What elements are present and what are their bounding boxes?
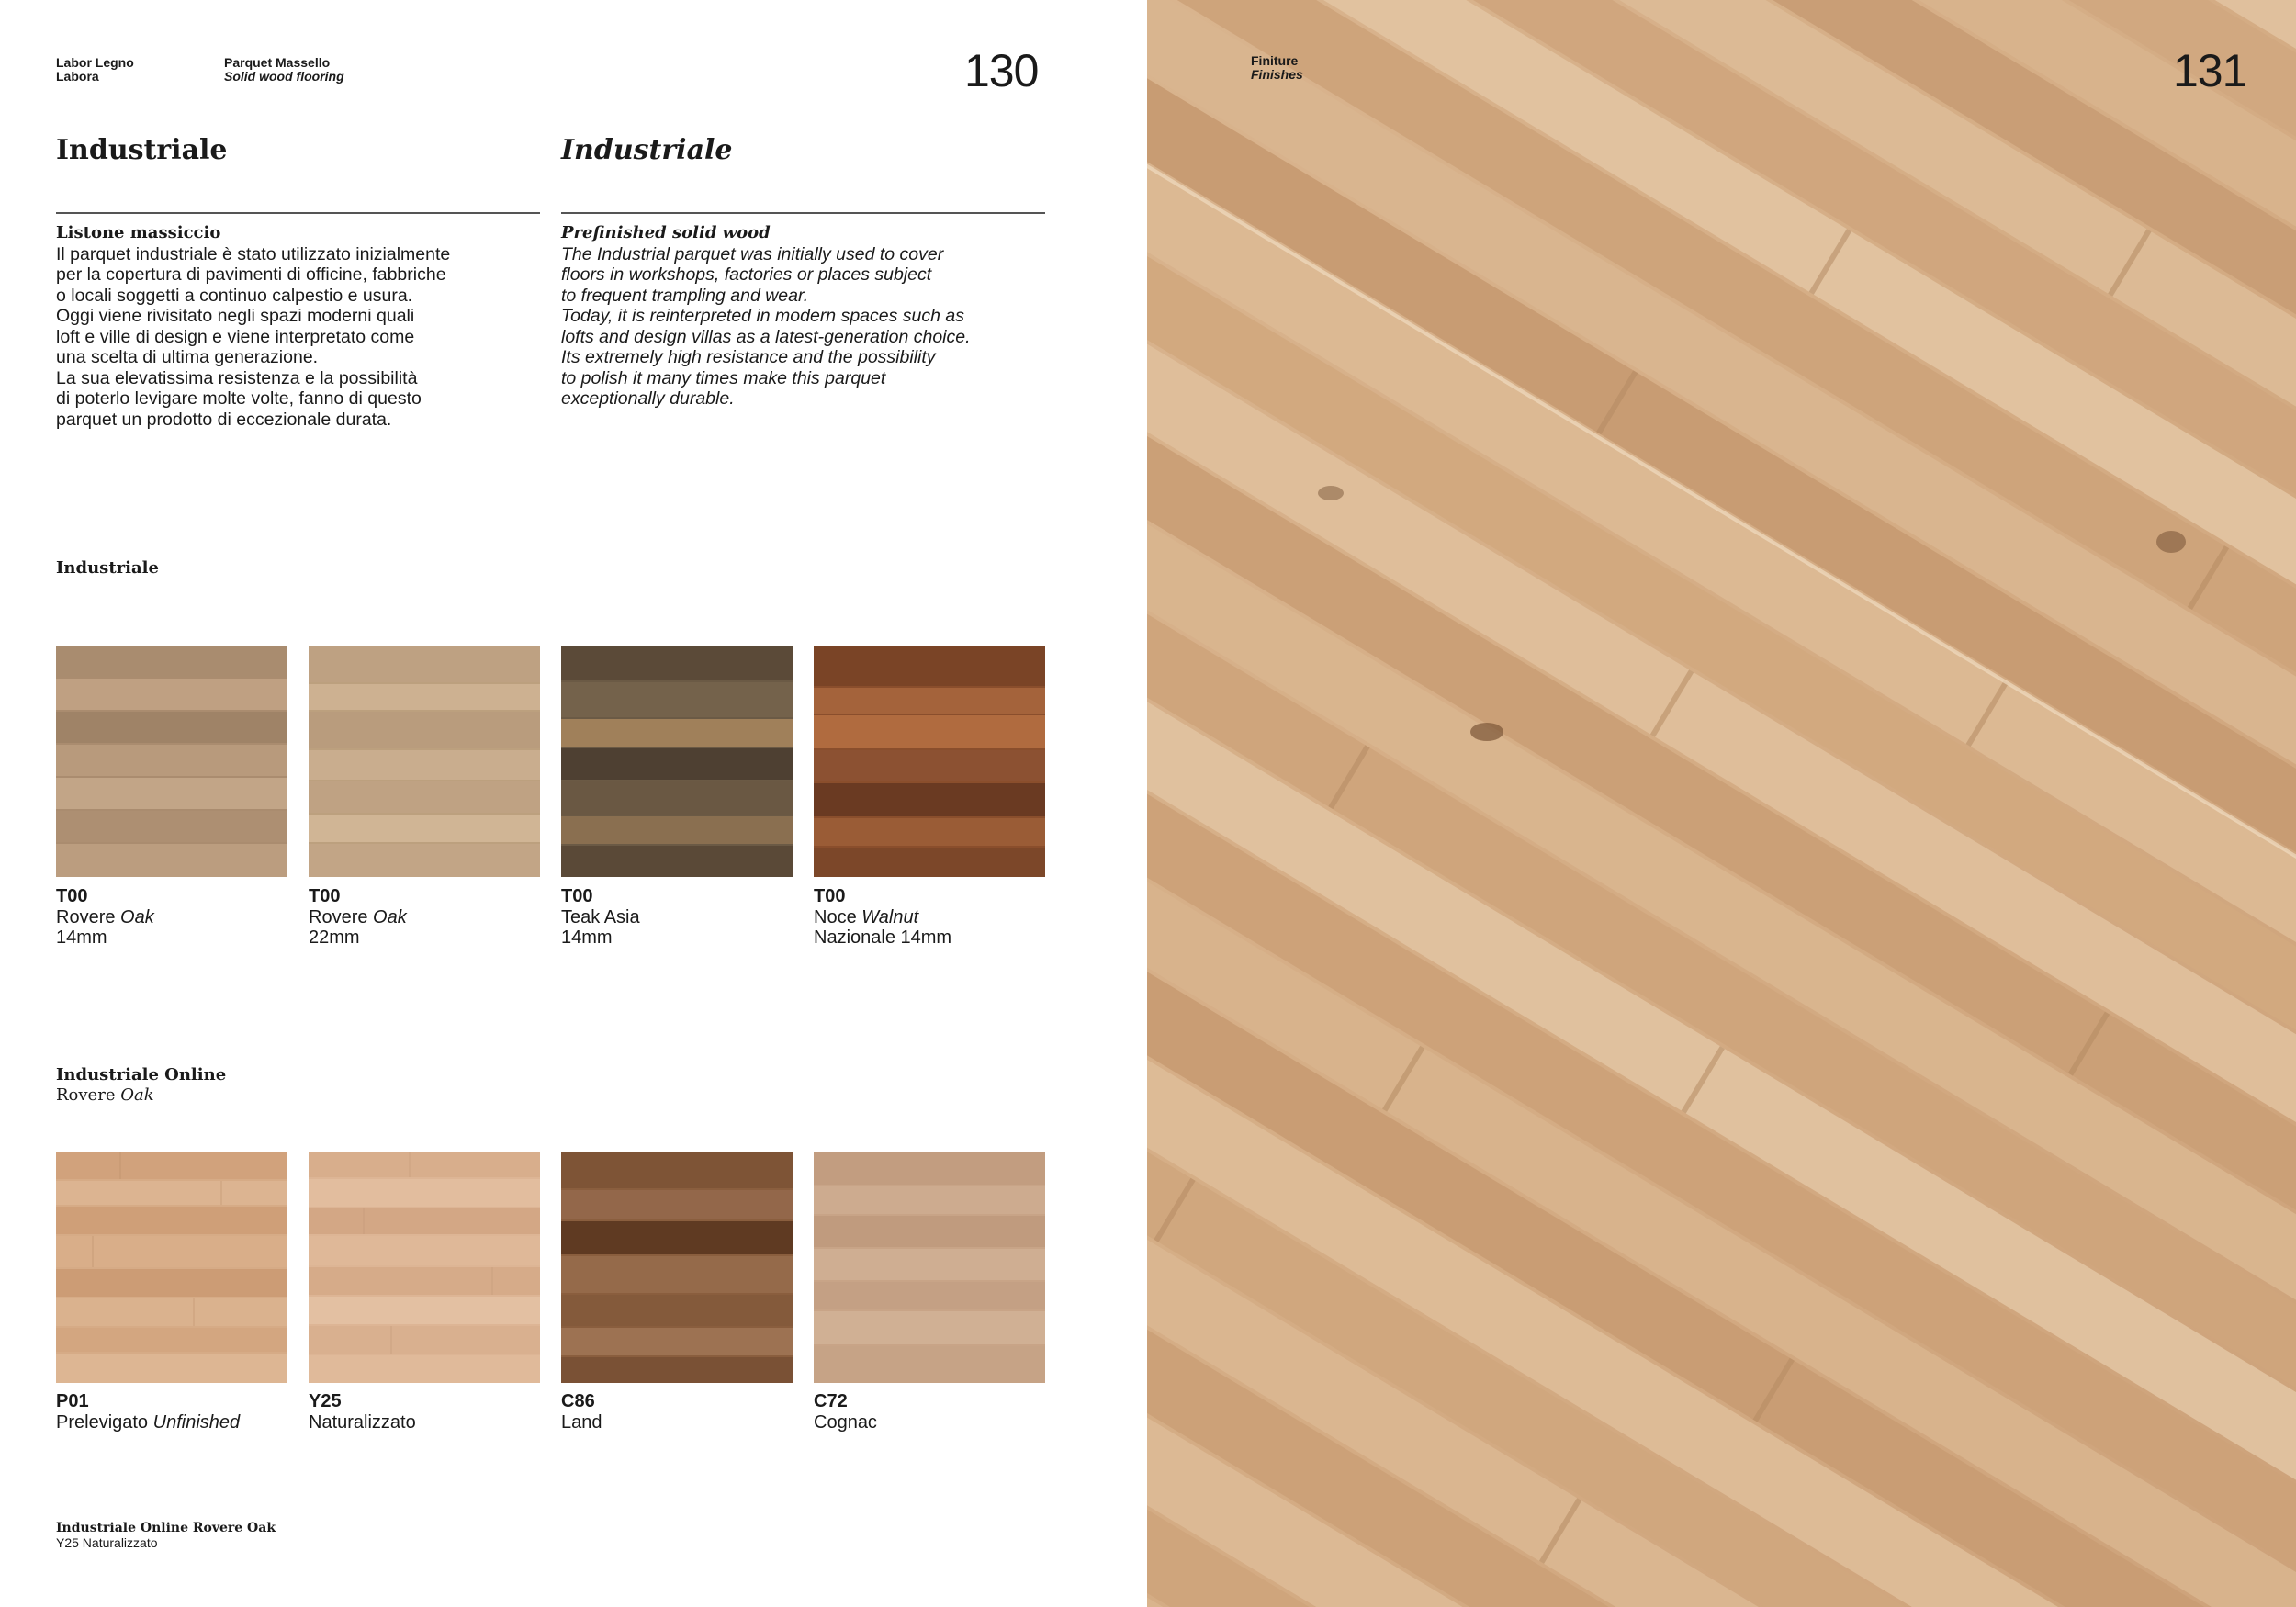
text-line: una scelta di ultima generazione.	[56, 347, 319, 367]
swatch-rovere-oak-22mm	[309, 646, 540, 877]
finish-name-it: Prelevigato	[56, 1411, 149, 1433]
finish-size: 14mm	[56, 927, 107, 948]
left-page	[0, 0, 1147, 1607]
wood-texture-oak	[56, 646, 287, 877]
finish-code: Y25	[309, 1391, 342, 1411]
title-english: Industriale	[561, 134, 733, 166]
section-label-finishes	[1251, 54, 1303, 82]
brand-line2: Labora	[56, 69, 99, 84]
wood-texture-teak	[561, 646, 793, 877]
text-line: o locali soggetti a continuo calpestio e usura.	[56, 285, 413, 306]
finish-name	[56, 1412, 295, 1433]
text-line: La sua elevatissima resistenza e la possibilità	[56, 367, 418, 388]
finish-name	[309, 907, 547, 928]
section-line2: Finishes	[1251, 67, 1303, 82]
divider-italian	[56, 212, 540, 214]
caption-c72	[814, 1391, 1052, 1433]
finish-name: Land	[561, 1411, 602, 1433]
page-number-left: 130	[964, 45, 1039, 96]
text-line: per la copertura di pavimenti di officine, fabbriche	[56, 264, 446, 285]
category-line1: Parquet Massello	[224, 55, 331, 70]
text-line: to frequent trampling and wear.	[561, 285, 809, 306]
finish-name-en: Oak	[373, 906, 407, 927]
wood-texture-p01	[56, 1152, 287, 1383]
finish-code: P01	[56, 1391, 89, 1411]
category-label	[224, 56, 344, 84]
subtitle-en: Oak	[120, 1085, 154, 1105]
right-page-floor-photo	[1147, 0, 2296, 1607]
intro-english-subtitle: Prefinished solid wood	[561, 223, 771, 242]
finish-name-en: Oak	[120, 906, 154, 927]
photo-caption-line2: Y25 Naturalizzato	[56, 1535, 158, 1550]
swatch-y25-naturalizzato	[309, 1152, 540, 1383]
text-line: The Industrial parquet was initially used to cover	[561, 243, 944, 264]
section-industriale-title	[56, 558, 159, 579]
section-line1: Finiture	[1251, 53, 1299, 68]
caption-p01	[56, 1391, 295, 1433]
finish-name: Cognac	[814, 1411, 877, 1433]
swatch-c72-cognac	[814, 1152, 1045, 1383]
caption-rovere-oak-22mm	[309, 886, 547, 949]
finish-code: T00	[56, 886, 88, 906]
wood-texture-walnut	[814, 646, 1045, 877]
brand-line1: Labor Legno	[56, 55, 134, 70]
swatch-rovere-oak-14mm	[56, 646, 287, 877]
page-number-right: 131	[2173, 45, 2247, 96]
section-industriale-online-title	[56, 1065, 226, 1106]
finish-name: Teak Asia	[561, 906, 640, 927]
swatch-c86-land	[561, 1152, 793, 1383]
text-line: di poterlo levigare molte volte, fanno di questo	[56, 388, 422, 409]
finish-code: T00	[814, 886, 846, 906]
wood-texture-y25	[309, 1152, 540, 1383]
photo-caption	[56, 1521, 276, 1550]
text-line: Its extremely high resistance and the possibility	[561, 347, 936, 367]
finish-size: 14mm	[561, 927, 613, 948]
caption-y25	[309, 1391, 547, 1433]
intro-italian-text	[56, 223, 552, 430]
swatch-teak-asia-14mm	[561, 646, 793, 877]
text-line: loft e ville di design e viene interpretato come	[56, 326, 415, 347]
finish-name-en: Unfinished	[152, 1411, 241, 1433]
text-line: Il parquet industriale è stato utilizzato inizialmente	[56, 243, 451, 264]
category-line2: Solid wood flooring	[224, 69, 344, 84]
intro-english-body	[561, 244, 1057, 410]
divider-english	[561, 212, 1045, 214]
floor-photo-illustration	[1147, 0, 2296, 1607]
text-line: to polish it many times make this parquet	[561, 367, 886, 388]
title-italian: Industriale	[56, 134, 228, 166]
finish-code: T00	[309, 886, 341, 906]
text-line: lofts and design villas as a latest-generation choice.	[561, 326, 971, 347]
wood-texture-oak	[309, 646, 540, 877]
swatch-noce-walnut-14mm	[814, 646, 1045, 877]
photo-caption-line1: Industriale Online Rovere Oak	[56, 1521, 276, 1535]
brand-label	[56, 56, 134, 84]
finish-code: C86	[561, 1391, 595, 1411]
finish-size: 22mm	[309, 927, 360, 948]
finish-name-it: Rovere	[56, 906, 116, 927]
text-line: Today, it is reinterpreted in modern spaces such as	[561, 306, 964, 326]
finish-size: Nazionale 14mm	[814, 927, 952, 948]
text-line: floors in workshops, factories or places subject	[561, 264, 932, 285]
text-line: exceptionally durable.	[561, 388, 735, 409]
wood-texture-c72	[814, 1152, 1045, 1383]
section-industriale-online-label: Industriale Online	[56, 1065, 227, 1084]
caption-noce-walnut-14mm	[814, 886, 1052, 949]
subtitle-it: Rovere	[56, 1085, 116, 1105]
finish-code: T00	[561, 886, 593, 906]
caption-rovere-oak-14mm	[56, 886, 295, 949]
caption-c86	[561, 1391, 800, 1433]
caption-teak-asia-14mm	[561, 886, 800, 949]
intro-italian-body	[56, 244, 552, 431]
swatch-p01-prelevigato	[56, 1152, 287, 1383]
finish-name-en: Walnut	[861, 906, 919, 927]
section-industriale-label: Industriale	[56, 558, 159, 578]
finish-name	[56, 907, 295, 928]
text-line: parquet un prodotto di eccezionale durata.	[56, 409, 392, 430]
finish-code: C72	[814, 1391, 848, 1411]
intro-english-text	[561, 223, 1057, 410]
wood-texture-c86	[561, 1152, 793, 1383]
finish-name-it: Noce	[814, 906, 857, 927]
finish-name	[814, 907, 1052, 928]
finish-name-it: Rovere	[309, 906, 368, 927]
intro-italian-subtitle: Listone massiccio	[56, 223, 221, 242]
finish-name: Naturalizzato	[309, 1411, 416, 1433]
text-line: Oggi viene rivisitato negli spazi moderni quali	[56, 306, 415, 326]
section-industriale-online-subtitle	[56, 1085, 226, 1106]
